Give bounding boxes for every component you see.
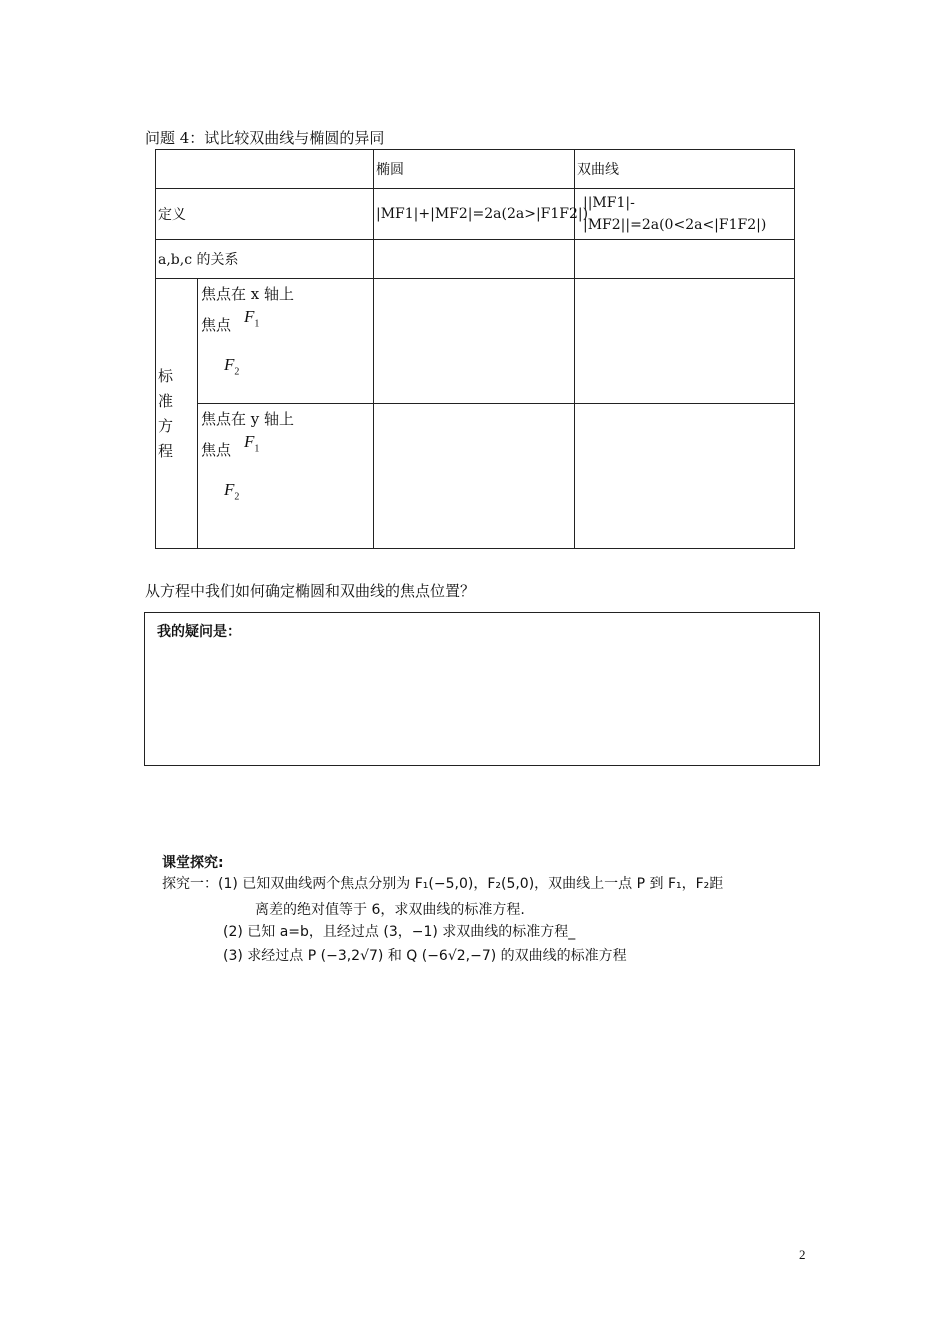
f1-label-y: $F_1$ — [244, 432, 260, 455]
header-ellipse: 椭圆 — [374, 150, 575, 189]
ellipse-relation-cell — [374, 240, 575, 279]
foci-word-y: 焦点 — [201, 441, 232, 459]
foci-y-cell — [198, 404, 374, 549]
foci-x-label: 焦点在 x 轴上 — [201, 285, 294, 303]
std-char-4: 程 — [158, 441, 174, 460]
comparison-table — [155, 149, 795, 549]
ellipse-x-eq-cell — [374, 279, 575, 404]
definition-row — [156, 189, 795, 240]
hyperbola-y-eq-cell — [575, 404, 795, 549]
std-char-3: 方 — [158, 416, 174, 435]
ellipse-y-eq-cell — [374, 404, 575, 549]
foci-x-row — [156, 279, 795, 404]
explore-item-2: (2) 已知 a=b，且经过点 (3，−1) 求双曲线的标准方程_ — [223, 924, 576, 940]
question-4-title: 问题 4：试比较双曲线与椭圆的异同 — [145, 129, 385, 147]
foci-y-row — [156, 404, 795, 549]
relation-label: a,b,c 的关系 — [156, 240, 374, 279]
foci-question: 从方程中我们如何确定椭圆和双曲线的焦点位置？ — [145, 582, 476, 600]
standard-equation-label — [156, 279, 198, 549]
f1-label-x: $F_1$ — [244, 307, 260, 330]
std-char-1: 标 — [158, 366, 174, 385]
foci-word-x: 焦点 — [201, 316, 232, 334]
doubt-label: 我的疑问是： — [157, 624, 241, 640]
explore-item-1-cont: 离差的绝对值等于 6，求双曲线的标准方程. — [255, 902, 525, 918]
ellipse-definition: |MF1|+|MF2|=2a(2a>|F1F2|) — [374, 189, 575, 240]
page-number: 2 — [799, 1247, 806, 1262]
explore-heading: 课堂探究: — [162, 855, 224, 871]
hyperbola-definition: ||MF1|-|MF2||=2a(0<2a<|F1F2|) — [575, 189, 795, 240]
table-header-row — [156, 150, 795, 189]
hyperbola-x-eq-cell — [575, 279, 795, 404]
f2-label-y: $F_2$ — [224, 480, 240, 503]
foci-x-cell — [198, 279, 374, 404]
header-hyperbola: 双曲线 — [575, 150, 795, 189]
doubt-box[interactable] — [144, 612, 820, 766]
hyperbola-relation-cell — [575, 240, 795, 279]
foci-y-label: 焦点在 y 轴上 — [201, 410, 295, 428]
relation-row — [156, 240, 795, 279]
empty-header-cell — [156, 150, 374, 189]
f2-label-x: $F_2$ — [224, 355, 240, 378]
explore-item-3: (3) 求经过点 P (−3,2√7) 和 Q (−6√2,−7) 的双曲线的标准方程 — [223, 948, 627, 964]
explore-item-1: 探究一：(1) 已知双曲线两个焦点分别为 F₁(−5,0)，F₂(5,0)，双曲线上一点 P 到 F₁，F₂距 — [162, 876, 724, 892]
std-char-2: 准 — [158, 391, 174, 410]
definition-label: 定义 — [156, 189, 374, 240]
